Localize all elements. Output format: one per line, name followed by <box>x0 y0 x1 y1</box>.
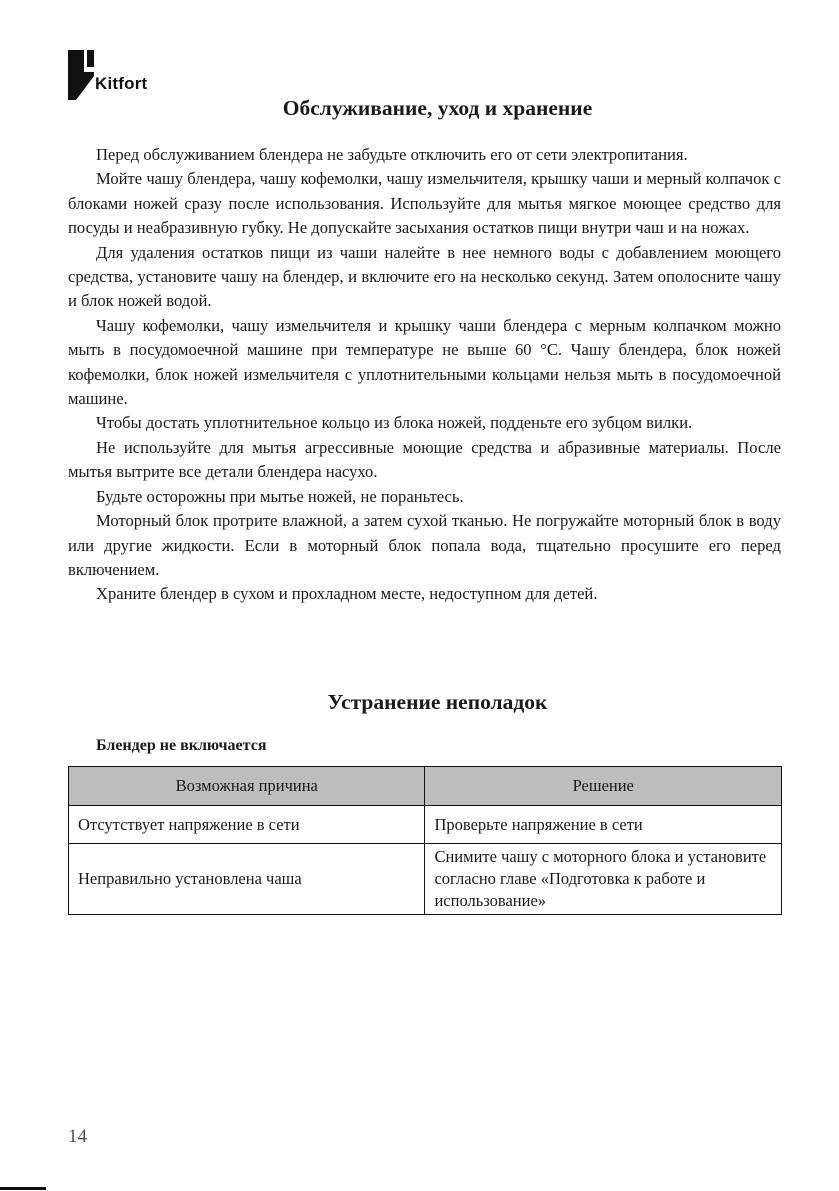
table-header-row <box>69 767 782 806</box>
paragraph: Чашу кофемолки, чашу измельчителя и крышку чаши блендера с мерным колпачком можно мыть в посудомоечной машине при температуре не выше 60 °C. Чашу блендера, блок ножей кофемолки, блок ножей измельчителя с уплотнительными кольцами нельзя мыть в посудомоечной машине. <box>68 315 781 409</box>
kitfort-logo-icon <box>68 50 94 100</box>
table-cell-cause: Отсутствует напряжение в сети <box>69 806 425 844</box>
maintenance-text <box>68 143 781 607</box>
paragraph: Перед обслуживанием блендера не забудьте отключить его от сети электропитания. <box>96 145 688 164</box>
table-cell-solution: Проверьте напряжение в сети <box>425 806 782 844</box>
problem-subheading: Блендер не включается <box>96 737 267 754</box>
paragraph: Моторный блок протрите влажной, а затем сухой тканью. Не погружайте моторный блок в воду или другие жидкости. Если в моторный блок попала вода, тщательно просушите его перед включением. <box>68 511 781 579</box>
column-header-cause: Возможная причина <box>69 767 425 806</box>
paragraph: Для удаления остатков пищи из чаши налейте в нее немного воды с добавлением моющего средства, установите чашу на блендер, и включите его на несколько секунд. Затем ополосните чашу и блок ножей водой. <box>68 242 781 311</box>
table-cell-solution: Снимите чашу с моторного блока и установите согласно главе «Подготовка к работе и использование» <box>425 844 782 915</box>
paragraph: Будьте осторожны при мытье ножей, не пораньтесь. <box>96 486 464 506</box>
table-row <box>69 844 782 915</box>
section-title-troubleshooting: Устранение неполадок <box>327 690 548 714</box>
brand-name: Kitfort <box>95 74 148 93</box>
paragraph: Храните блендер в сухом и прохладном месте, недоступном для детей. <box>96 584 598 604</box>
column-header-solution: Решение <box>425 767 782 806</box>
section-title-maintenance: Обслуживание, уход и хранение <box>282 96 593 120</box>
troubleshooting-table <box>68 766 782 915</box>
footer-divider <box>0 1187 46 1190</box>
page-number: 14 <box>68 1126 87 1147</box>
brand-logo <box>68 50 168 102</box>
table-cell-cause: Неправильно установлена чаша <box>69 844 425 915</box>
table-row <box>69 806 782 844</box>
paragraph: Не используйте для мытья агрессивные моющие средства и абразивные материалы. После мытья вытрите все детали блендера насухо. <box>68 437 781 482</box>
paragraph: Чтобы достать уплотнительное кольцо из блока ножей, подденьте его зубцом вилки. <box>96 413 693 433</box>
paragraph: Мойте чашу блендера, чашу кофемолки, чашу измельчителя, крышку чаши и мерный колпачок с блоками ножей сразу после использования. Используйте для мытья мягкое моющее средство для посуды и неабразивную губку. Не допускайте засыхания остатков пищи внутри чаш и на ножах. <box>68 169 781 238</box>
